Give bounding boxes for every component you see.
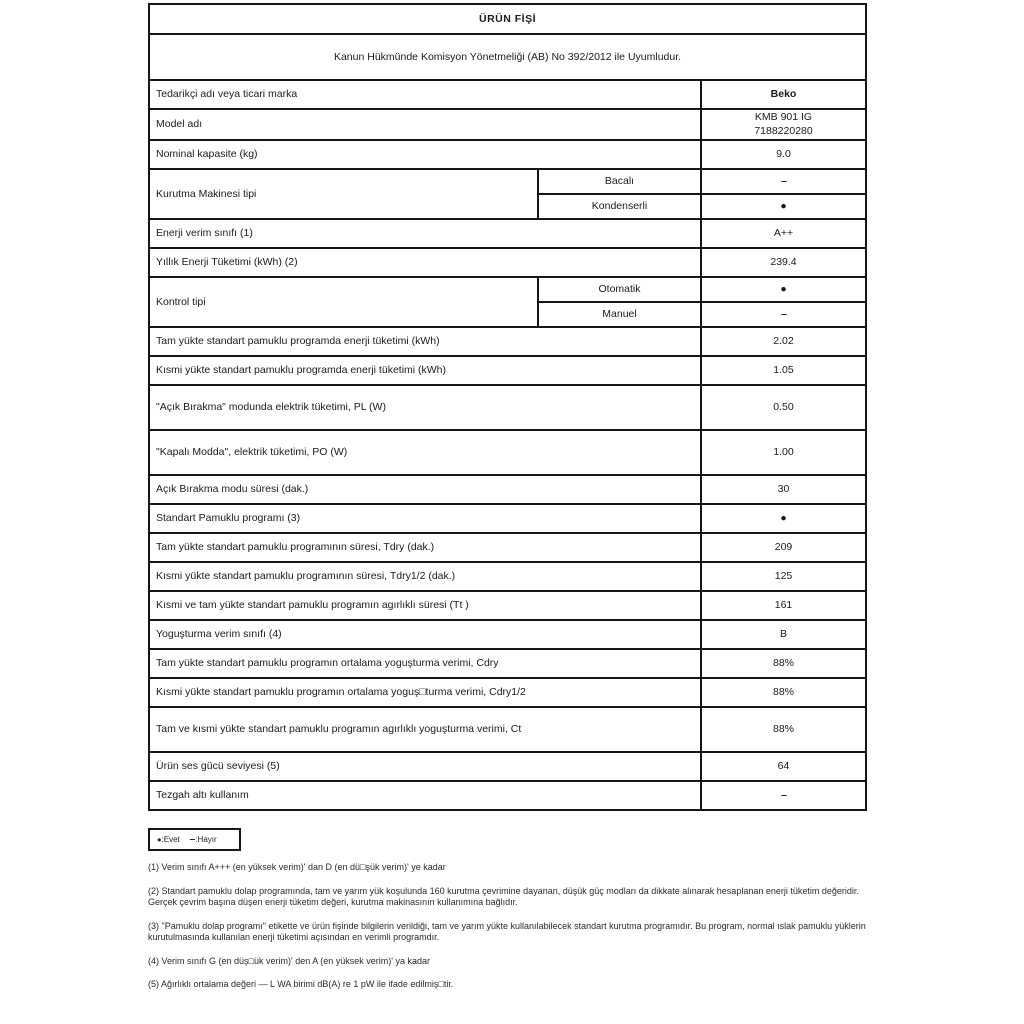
brand-value: Beko bbox=[701, 80, 866, 109]
spec-label: Yoguşturma verim sınıfı (4) bbox=[149, 620, 701, 649]
spec-label: Tam yükte standart pamuklu programın ortalama yoguşturma verimi, Cdry bbox=[149, 649, 701, 678]
spec-value: 125 bbox=[701, 562, 866, 591]
spec-label: Enerji verim sınıfı (1) bbox=[149, 219, 701, 248]
spec-value: 1.05 bbox=[701, 356, 866, 385]
spec-value: 9.0 bbox=[701, 140, 866, 169]
yes-bullet-icon: ● bbox=[157, 835, 162, 845]
table-row bbox=[149, 752, 866, 781]
spec-label: Nominal kapasite (kg) bbox=[149, 140, 701, 169]
spec-value: 161 bbox=[701, 591, 866, 620]
table-row bbox=[149, 533, 866, 562]
regulation-subtitle: Kanun Hükmünde Komisyon Yönetmeliği (AB) No 392/2012 ile Uyumludur. bbox=[149, 34, 866, 80]
table-row-group bbox=[149, 277, 866, 302]
spec-value: 209 bbox=[701, 533, 866, 562]
spec-label: Model adı bbox=[149, 109, 701, 140]
spec-label: Açık Bırakma modu süresi (dak.) bbox=[149, 475, 701, 504]
table-row bbox=[149, 385, 866, 430]
no-dash-icon: – bbox=[189, 834, 196, 846]
table-row bbox=[149, 80, 866, 109]
spec-value: 0.50 bbox=[701, 385, 866, 430]
spec-value: 64 bbox=[701, 752, 866, 781]
product-fiche-table bbox=[148, 3, 867, 811]
spec-label: "Açık Bırakma" modunda elektrik tüketimi, PL (W) bbox=[149, 385, 701, 430]
legend-yes bbox=[157, 835, 180, 844]
model-name: KMB 901 IG bbox=[754, 111, 813, 123]
spec-label: Kısmi ve tam yükte standart pamuklu programın agırlıklı süresi (Tt ) bbox=[149, 591, 701, 620]
model-value bbox=[701, 109, 866, 140]
table-row bbox=[149, 562, 866, 591]
legend-no bbox=[190, 835, 217, 844]
table-row bbox=[149, 327, 866, 356]
table-row bbox=[149, 620, 866, 649]
yes-bullet-icon: ● bbox=[701, 277, 866, 302]
spec-label: Tam yükte standart pamuklu programının süresi, Tdry (dak.) bbox=[149, 533, 701, 562]
table-row bbox=[149, 140, 866, 169]
spec-value: B bbox=[701, 620, 866, 649]
spec-label: Tam ve kısmi yükte standart pamuklu programın agırlıklı yoguşturma verimi, Ct bbox=[149, 707, 701, 752]
table-row bbox=[149, 356, 866, 385]
footnote-4: (4) Verim sınıfı G (en düş□ük verim)' den A (en yüksek verim)' ya kadar bbox=[148, 955, 430, 966]
option-label: Bacalı bbox=[538, 169, 701, 194]
control-type-label: Kontrol tipi bbox=[149, 277, 538, 327]
table-row bbox=[149, 678, 866, 707]
legend-box bbox=[148, 828, 241, 851]
spec-value: 2.02 bbox=[701, 327, 866, 356]
option-label: Otomatik bbox=[538, 277, 701, 302]
option-label: Manuel bbox=[538, 302, 701, 327]
table-row bbox=[149, 504, 866, 533]
spec-label: Kısmi yükte standart pamuklu programda enerji tüketimi (kWh) bbox=[149, 356, 701, 385]
no-dash-icon: – bbox=[701, 169, 866, 194]
table-row bbox=[149, 430, 866, 475]
table-row bbox=[149, 109, 866, 140]
footnote-5: (5) Ağırlıklı ortalama değeri — L WA birimi dB(A) re 1 pW ile ifade edilmiş□tir. bbox=[148, 979, 454, 990]
spec-label: Ürün ses gücü seviyesi (5) bbox=[149, 752, 701, 781]
table-row bbox=[149, 707, 866, 752]
spec-label: Tam yükte standart pamuklu programda enerji tüketimi (kWh) bbox=[149, 327, 701, 356]
spec-value: 1.00 bbox=[701, 430, 866, 475]
yes-bullet-icon: ● bbox=[701, 194, 866, 219]
spec-value: 88% bbox=[701, 649, 866, 678]
yes-bullet-icon: ● bbox=[701, 504, 866, 533]
spec-label: Tezgah altı kullanım bbox=[149, 781, 701, 810]
footnote-3: (3) "Pamuklu dolap programı" etikette ve ürün fişinde bilgilerin verildiği, tam ve yarım yükte kullanılabilecek standart kurutma programıdır. Bu program, normal ıslak pamuklu yüklerin kurutulmasında kullanılan enerji tüketimi açısından en verimli programdır. bbox=[148, 920, 866, 943]
table-row bbox=[149, 475, 866, 504]
table-row bbox=[149, 248, 866, 277]
table-row-group bbox=[149, 169, 866, 194]
spec-label: Kısmi yükte standart pamuklu programının süresi, Tdry1/2 (dak.) bbox=[149, 562, 701, 591]
footnote-2: (2) Standart pamuklu dolap programında, tam ve yarım yük koşulunda 160 kurutma çevrimine dayanan, düşük güç modları da dikkate alınarak hesaplanan enerji tüketim değeridir. Gerçek çevrim başına düşen enerji tüketim değeri, kurutma makinasının kullanımına bağlıdır. bbox=[148, 885, 859, 908]
spec-value: 88% bbox=[701, 678, 866, 707]
page-title: ÜRÜN FİŞİ bbox=[149, 4, 866, 34]
spec-label: Standart Pamuklu programı (3) bbox=[149, 504, 701, 533]
spec-label: Kısmi yükte standart pamuklu programın ortalama yoguş□turma verimi, Cdry1/2 bbox=[149, 678, 701, 707]
option-label: Kondenserli bbox=[538, 194, 701, 219]
table-row bbox=[149, 781, 866, 810]
footnotes bbox=[148, 862, 885, 991]
no-dash-icon: – bbox=[701, 781, 866, 810]
legend-no-label: :Hayır bbox=[195, 835, 217, 845]
subtitle-row bbox=[149, 34, 866, 80]
spec-value: 30 bbox=[701, 475, 866, 504]
spec-label: Yıllık Enerji Tüketimi (kWh) (2) bbox=[149, 248, 701, 277]
dryer-type-label: Kurutma Makinesi tipi bbox=[149, 169, 538, 219]
title-row bbox=[149, 4, 866, 34]
spec-value: 239.4 bbox=[701, 248, 866, 277]
table-row bbox=[149, 649, 866, 678]
spec-value: 88% bbox=[701, 707, 866, 752]
spec-label: Tedarikçi adı veya ticari marka bbox=[149, 80, 701, 109]
spec-label: "Kapalı Modda", elektrik tüketimi, PO (W) bbox=[149, 430, 701, 475]
legend-yes-label: :Evet bbox=[161, 835, 180, 845]
no-dash-icon: – bbox=[701, 302, 866, 327]
model-number: 7188220280 bbox=[754, 124, 813, 137]
fiche-content bbox=[148, 3, 865, 1003]
energy-class-value: A++ bbox=[701, 219, 866, 248]
table-row bbox=[149, 591, 866, 620]
footnote-1: (1) Verim sınıfı A+++ (en yüksek verim)' dan D (en dü□şük verim)' ye kadar bbox=[148, 862, 446, 873]
table-row bbox=[149, 219, 866, 248]
